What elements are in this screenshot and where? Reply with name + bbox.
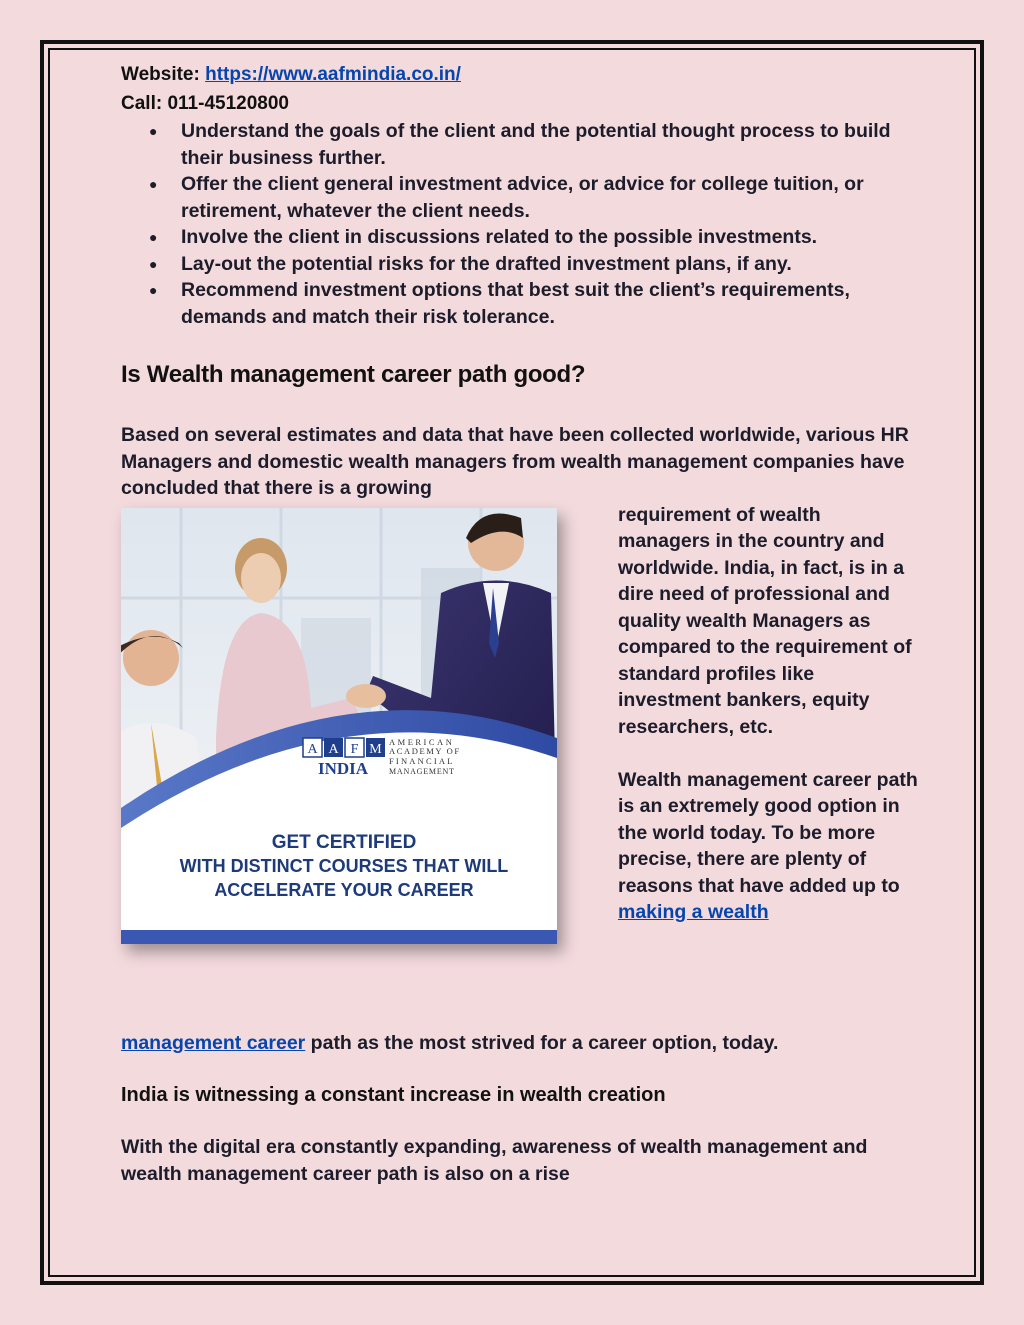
paragraph-side-2: Wealth management career path is an extremely good option in the world today. To be more precise, there are plenty of reasons that have added up to making a wealth [618,768,918,923]
logo-text: AMERICAN [389,736,455,747]
bullet-icon: ● [149,229,158,245]
logo-text: MANAGEMENT [389,766,455,776]
banner-line: GET CERTIFIED [271,831,417,853]
bullet-icon: ● [149,176,158,192]
logo-text: FINANCIAL [389,755,455,766]
bullet-list [121,118,911,330]
list-item: ● Offer the client general investment advice, or advice for college tuition, or retirement, whatever the client needs. [149,173,864,222]
list-item: ● Involve the client in discussions related to the possible investments. [121,224,911,251]
bullet-icon: ● [149,282,158,298]
logo-text: ACADEMY OF [389,745,461,756]
career-link-part2[interactable]: management career [121,1031,306,1054]
promo-image [121,508,557,944]
call-line [121,89,911,118]
bullet-icon: ● [149,123,158,139]
paragraph-intro: Based on several estimates and data that have been collected worldwide, various HR Managers and domestic wealth managers from wealth management companies have concluded that there is a growing [121,424,909,499]
section-heading: Is Wealth management career path good? [121,361,586,388]
website-line [121,60,911,89]
logo-letter: F [350,741,359,757]
list-item: ● Recommend investment options that best suit the client’s requirements, demands and match their risk tolerance. [149,279,850,328]
bullet-icon: ● [149,255,158,272]
logo-letter: A [328,741,339,757]
list-item: ● Lay-out the potential risks for the drafted investment plans, if any. [121,251,911,278]
website-link[interactable]: https://www.aafmindia.co.in/ [205,64,461,85]
banner-line: WITH DISTINCT COURSES THAT WILL [179,855,509,876]
side-column [618,502,918,926]
promo-illustration [121,508,557,944]
subsection-heading: India is witnessing a constant increase in wealth creation [121,1084,666,1106]
call-label: Call: [121,93,163,114]
website-label: Website: [121,64,200,85]
list-item: ● Understand the goals of the client and the potential thought process to build their business further. [149,120,891,169]
logo-india: INDIA [317,758,369,778]
image-text-block [121,502,918,1032]
banner-line: ACCELERATE YOUR CAREER [214,879,474,900]
logo-letter: M [369,741,382,757]
career-link-part1[interactable]: making a wealth [618,901,769,923]
logo-letter: A [307,741,318,757]
paragraph-tail: management career path as the most strived for a career option, today. [121,1031,779,1054]
paragraph-side-1: requirement of wealth managers in the country and worldwide. India, in fact, is in a dire need of professional and quality wealth Managers as compared to the requirement of standard profiles like investment bankers, equity researchers, etc. [618,503,912,738]
document-body [121,60,918,1187]
call-number: 011-45120800 [167,93,289,114]
paragraph-final: With the digital era constantly expanding, awareness of wealth management and wealth management career path is also on a rise [121,1136,868,1185]
